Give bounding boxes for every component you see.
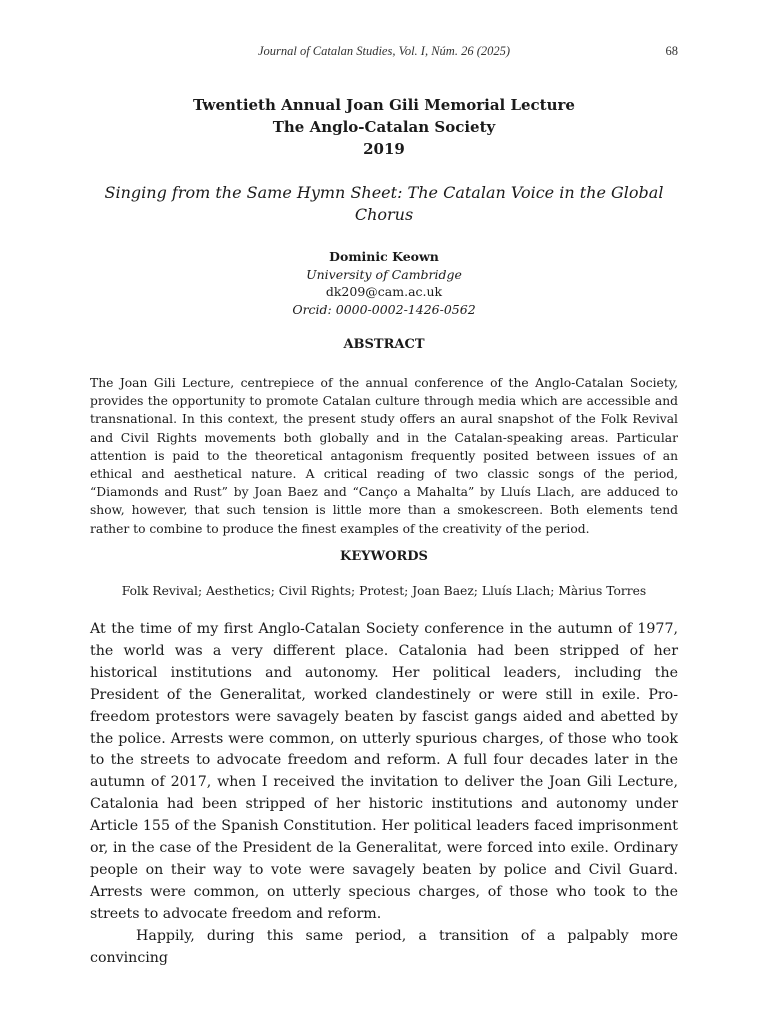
article-title: Singing from the Same Hymn Sheet: The Catalan Voice in the Global Chorus xyxy=(104,183,664,224)
author-affiliation: University of Cambridge xyxy=(306,266,462,282)
author-block xyxy=(0,248,768,318)
lecture-title-block xyxy=(0,94,768,160)
lecture-year: 2019 xyxy=(363,140,405,158)
body-paragraph-1: At the time of my first Anglo-Catalan Society conference in the autumn of 1977, the world was a very different place. Catalonia had been stripped of her historical institutions and autonomy. Her political leaders, including the President of the Generalitat, worked clandestinely or were still in exile. Pro-freedom protestors were savagely beaten by fascist gangs aided and abetted by the police. Arrests were common, on utterly spurious charges, of those who took to the streets to advocate freedom and reform. A full four decades later in the autumn of 2017, when I received the invitation to deliver the Joan Gili Lecture, Catalonia had been stripped of her historic institutions and autonomy under Article 155 of the Spanish Constitution. Her political leaders faced imprisonment or, in the case of the President de la Generalitat, were forced into exile. Ordinary people on their way to vote were savagely beaten by police and Civil Guard. Arrests were common, on utterly specious charges, of those who took to the streets to advocate freedom and reform. xyxy=(90,621,678,922)
abstract-text: The Joan Gili Lecture, centrepiece of the annual conference of the Anglo-Catalan Society, provides the opportunity to promote Catalan culture through media which are accessible and transnational. In this context, the present study offers an aural snapshot of the Folk Revival and Civil Rights movements both globally and in the Catalan-speaking areas. Particular attention is paid to the theoretical antagonism frequently posited between issues of an ethical and aesthetical nature. A critical reading of two classic songs of the period, “Diamonds and Rust” by Joan Baez and “Canço a Mahalta” by Lluís Llach, are adduced to show, however, that such tension is little more than a smokescreen. Both elements tend rather to combine to produce the finest examples of the creativity of the period. xyxy=(90,376,678,536)
body-text xyxy=(90,619,678,970)
author-name: Dominic Keown xyxy=(329,249,439,264)
lecture-name: Twentieth Annual Joan Gili Memorial Lecture xyxy=(193,96,575,114)
abstract-heading: ABSTRACT xyxy=(343,337,425,352)
author-email[interactable]: dk209@cam.ac.uk xyxy=(325,284,443,299)
society-name: The Anglo-Catalan Society xyxy=(272,118,496,136)
running-head: Journal of Catalan Studies, Vol. I, Núm. 26 (2025) xyxy=(257,44,511,58)
page-number: 68 xyxy=(665,44,678,58)
keywords-text: Folk Revival; Aesthetics; Civil Rights; Protest; Joan Baez; Lluís Llach; Màrius Torres xyxy=(121,584,647,598)
keywords-heading: KEYWORDS xyxy=(340,549,428,564)
author-orcid: Orcid: 0000-0002-1426-0562 xyxy=(292,301,476,317)
body-paragraph-2: Happily, during this same period, a transition of a palpably more convincing xyxy=(90,927,678,966)
